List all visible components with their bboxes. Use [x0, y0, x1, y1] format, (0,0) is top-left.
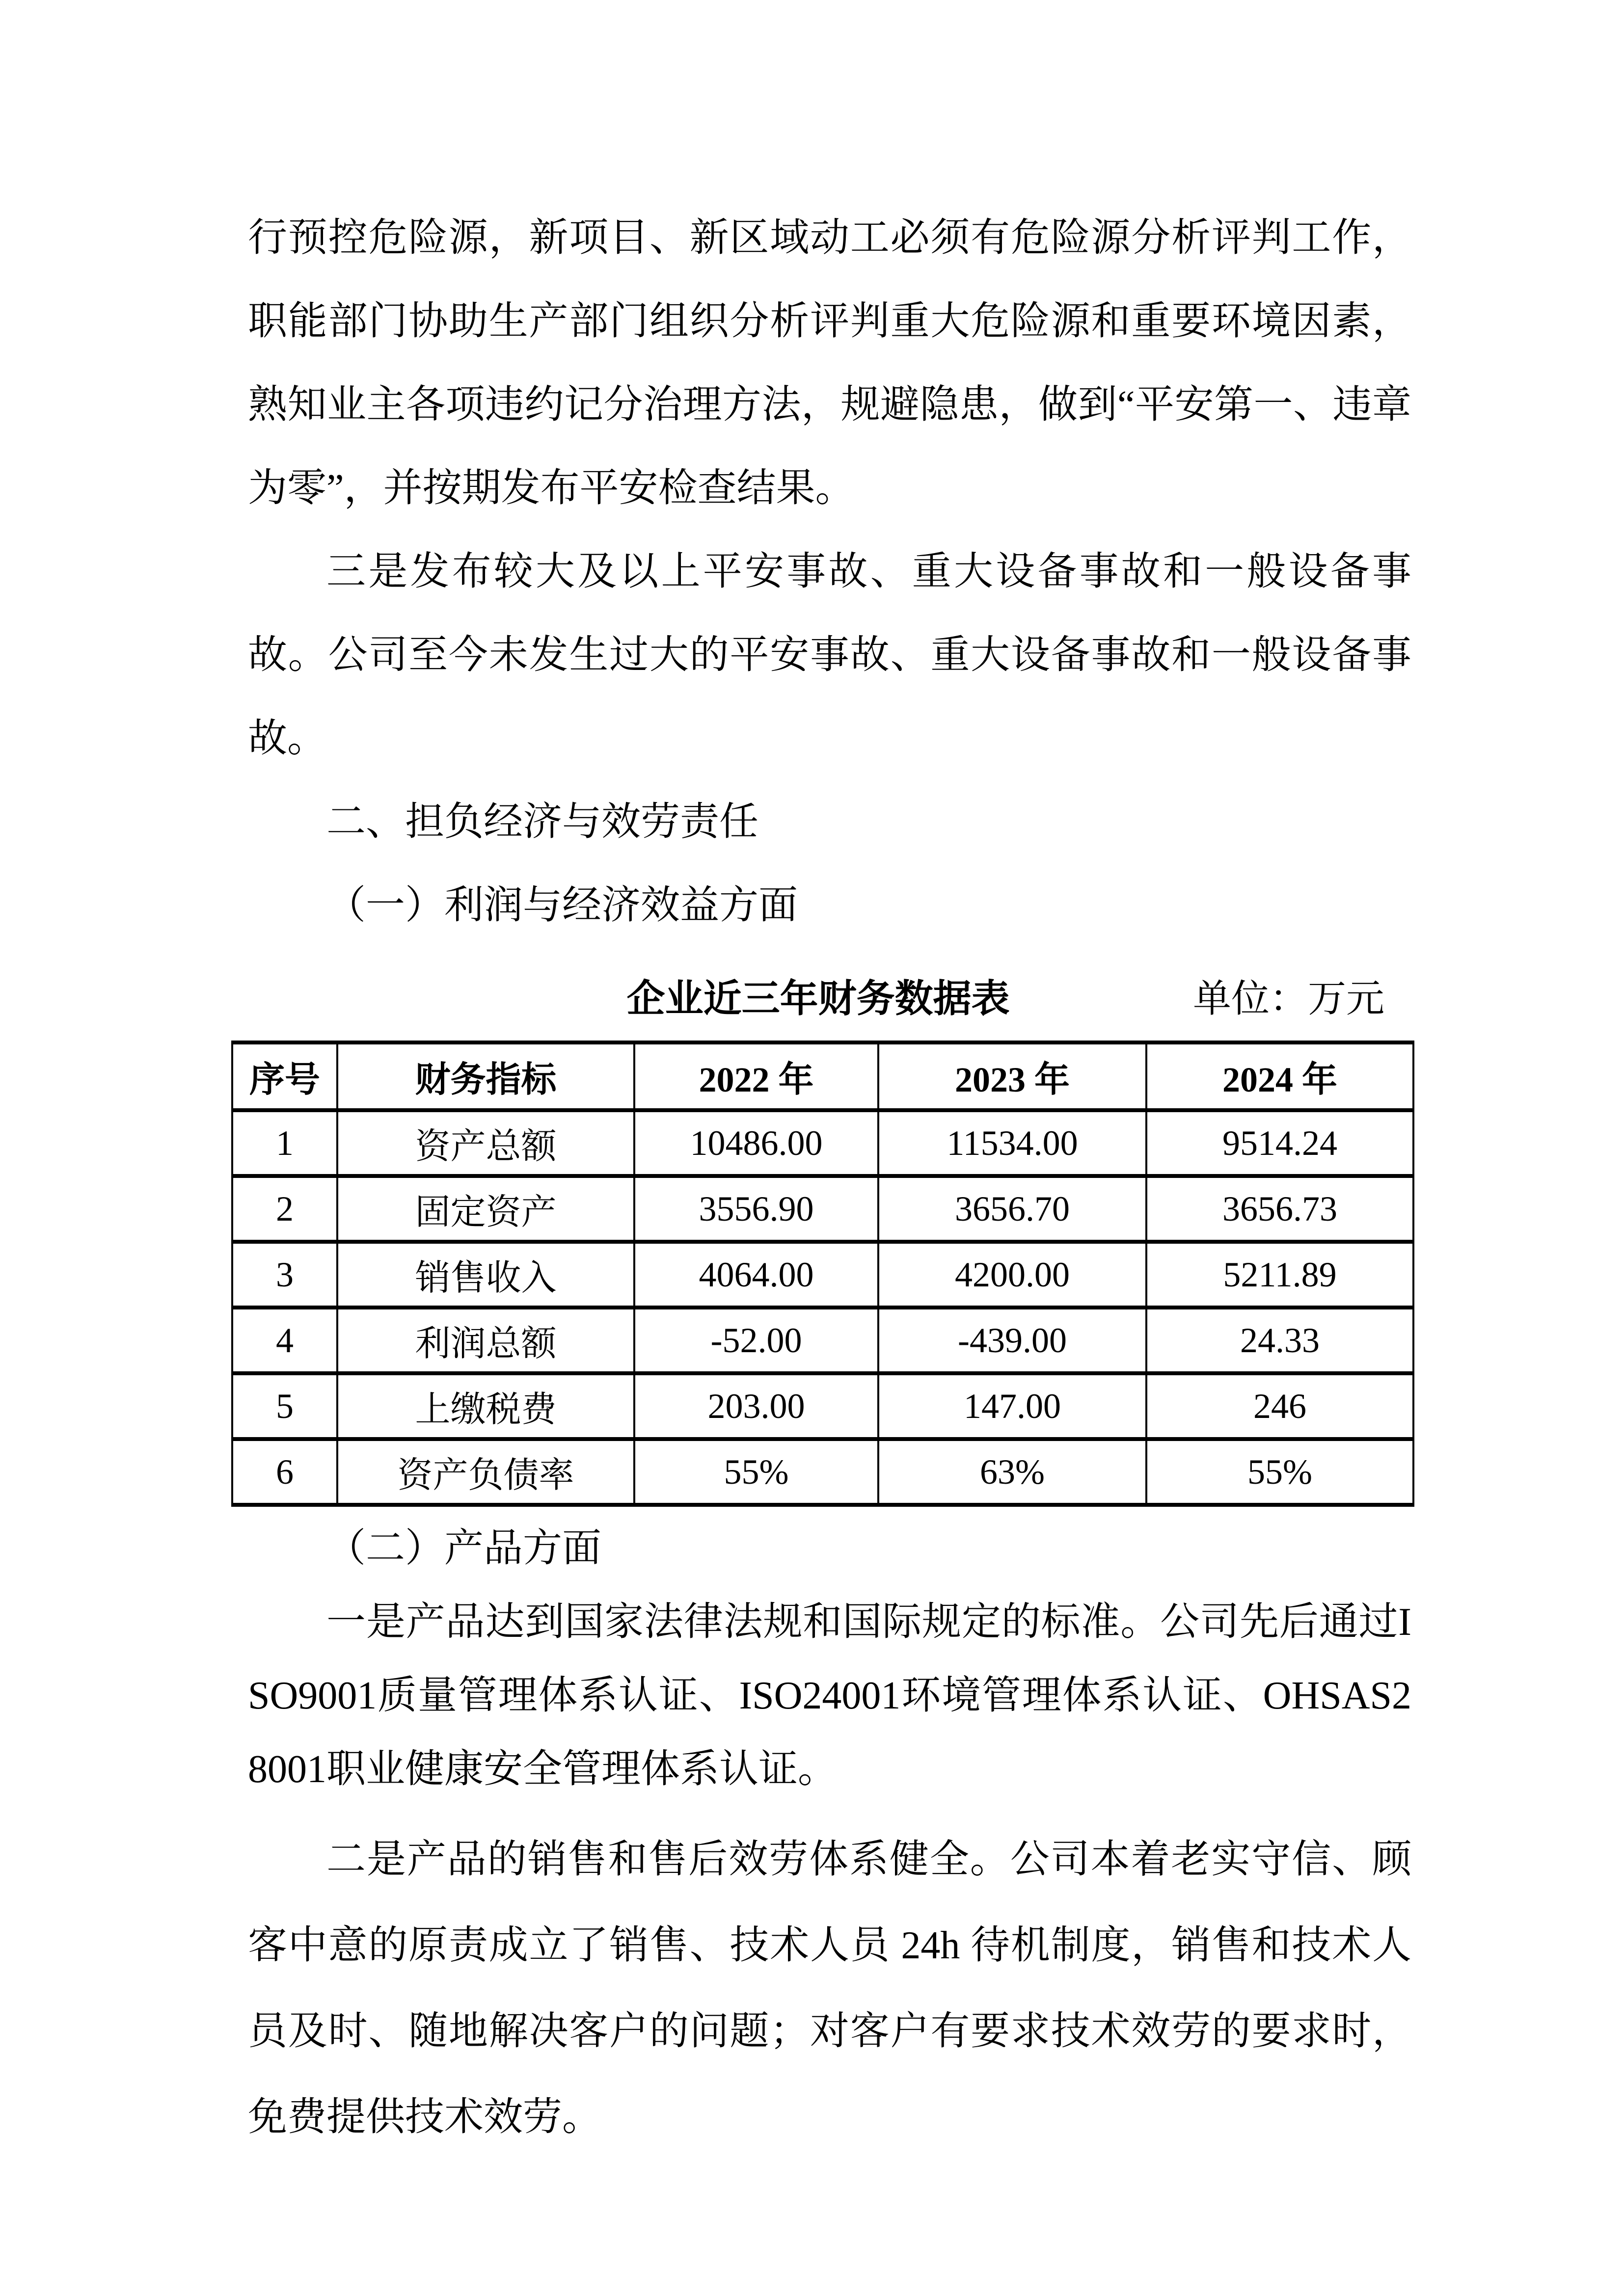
- paragraph-accident-reporting: 三是发布较大及以上平安事故、重大设备事故和一般设备事故。公司至今未发生过大的平安事故、重大设备事故和一般设备事故。: [248, 550, 1411, 760]
- table-cell: 3: [232, 1242, 337, 1308]
- table-caption: [248, 957, 1411, 1041]
- table-cell: 55%: [634, 1439, 878, 1505]
- table-cell: 11534.00: [878, 1110, 1146, 1176]
- table-cell: 9514.24: [1146, 1110, 1413, 1176]
- table-cell: 1: [232, 1110, 337, 1176]
- table-row: [232, 1439, 1413, 1505]
- table-row: [232, 1242, 1413, 1308]
- table-cell: 资产总额: [337, 1110, 634, 1176]
- table-row: [232, 1308, 1413, 1373]
- table-cell: 3556.90: [634, 1176, 878, 1242]
- table-cell: 6: [232, 1439, 337, 1505]
- table-cell: 24.33: [1146, 1308, 1413, 1373]
- table-cell: 147.00: [878, 1373, 1146, 1439]
- finance-table: [231, 1041, 1414, 1507]
- table-cell: 2: [232, 1176, 337, 1242]
- table-cell: 上缴税费: [337, 1373, 634, 1439]
- table-cell: 4: [232, 1308, 337, 1373]
- table-cell: 固定资产: [337, 1176, 634, 1242]
- finance-table-header-row: [232, 1042, 1413, 1110]
- table-cell: -52.00: [634, 1308, 878, 1373]
- document-content: [248, 196, 1411, 2161]
- paragraph-sales-service: 二是产品的销售和售后效劳体系健全。公司本着老实守信、顾客中意的原责成立了销售、技术人员 24h 待机制度，销售和技术人员及时、随地解决客户的问题；对客户有要求技术效劳的要求时，免费提供技术效劳。: [248, 1838, 1411, 2139]
- table-cell: 资产负债率: [337, 1439, 634, 1505]
- table-row: [232, 1176, 1413, 1242]
- table-cell: 利润总额: [337, 1308, 634, 1373]
- heading-product-aspect: （二）产品方面: [326, 1527, 601, 1570]
- header-cell: 序号: [232, 1042, 337, 1110]
- table-cell: 63%: [878, 1439, 1146, 1505]
- unit-label: 单位：万元: [1192, 977, 1384, 1020]
- table-title: 企业近三年财务数据表: [626, 977, 1010, 1020]
- heading-economic-responsibility: 二、担负经济与效劳责任: [326, 801, 758, 844]
- table-cell: 3656.73: [1146, 1176, 1413, 1242]
- table-cell: 5211.89: [1146, 1242, 1413, 1308]
- paragraph-risk-control: 行预控危险源，新项目、新区域动工必须有危险源分析评判工作，职能部门协助生产部门组织分析评判重大危险源和重要环境因素，熟知业主各项违约记分治理方法，规避隐患，做到“平安第一、违章为零”，并按期发布平安检查结果。: [248, 216, 1411, 510]
- table-cell: 4200.00: [878, 1242, 1146, 1308]
- table-cell: 55%: [1146, 1439, 1413, 1505]
- table-cell: 4064.00: [634, 1242, 878, 1308]
- table-cell: 3656.70: [878, 1176, 1146, 1242]
- header-cell: 2023 年: [878, 1042, 1146, 1110]
- table-row: [232, 1110, 1413, 1176]
- paragraph-product-standards: 一是产品达到国家法律法规和国际规定的标准。公司先后通过ISO9001质量管理体系认证、ISO24001环境管理体系认证、OHSAS28001职业健康安全管理体系认证。: [248, 1601, 1411, 1791]
- table-cell: 10486.00: [634, 1110, 878, 1176]
- table-row: [232, 1373, 1413, 1439]
- heading-profit-benefit: （一）利润与经济效益方面: [326, 884, 798, 927]
- table-cell: 5: [232, 1373, 337, 1439]
- table-cell: -439.00: [878, 1308, 1146, 1373]
- header-cell: 2022 年: [634, 1042, 878, 1110]
- header-cell: 2024 年: [1146, 1042, 1413, 1110]
- table-cell: 246: [1146, 1373, 1413, 1439]
- header-cell: 财务指标: [337, 1042, 634, 1110]
- table-cell: 销售收入: [337, 1242, 634, 1308]
- table-cell: 203.00: [634, 1373, 878, 1439]
- finance-table-body: [232, 1110, 1413, 1505]
